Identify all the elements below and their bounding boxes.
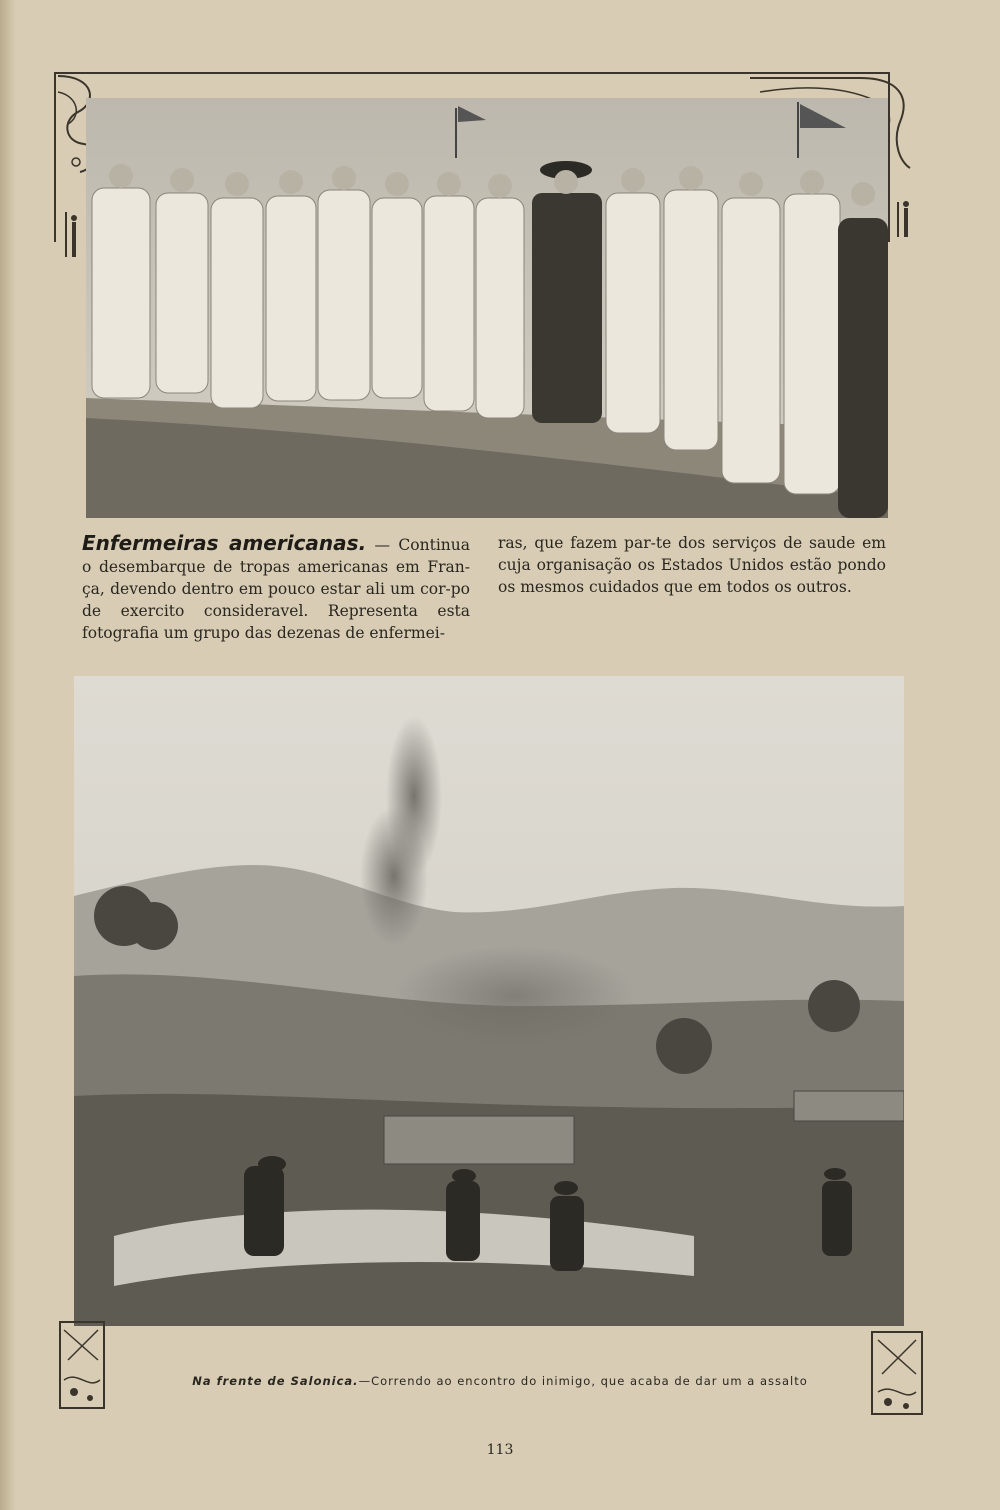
article-column-left bbox=[82, 532, 470, 644]
bottom-caption-text: —Correndo ao encontro do inimigo, que acaba de dar um a assalto bbox=[358, 1374, 808, 1388]
photo-american-nurses bbox=[86, 98, 888, 518]
article-text-left: Continua o desembarque de tropas americanas em Fran-ça, devendo dentro em pouco estar ali um cor-po de exercito consideravel. Representa esta fotografia um grupo das dezenas de enfermei- bbox=[82, 536, 470, 642]
bottom-caption-title: Na frente de Salonica. bbox=[192, 1374, 359, 1388]
bottom-photo-caption bbox=[120, 1374, 880, 1388]
article-text-right: ras, que fazem par-te dos serviços de saude em cuja organisação os Estados Unidos estão pondo os mesmos cuidados que em todos os outros. bbox=[498, 534, 886, 596]
page-edge bbox=[0, 0, 16, 1510]
art-nouveau-ornament-bottom-right-icon bbox=[870, 1330, 924, 1416]
art-nouveau-ornament-bottom-left-icon bbox=[58, 1320, 106, 1410]
article-dash: — bbox=[366, 536, 399, 554]
page-number: 113 bbox=[486, 1442, 514, 1458]
photo-salonica-front bbox=[74, 676, 904, 1326]
article-column-right bbox=[498, 532, 886, 598]
article-title: Enfermeiras americanas. bbox=[82, 531, 367, 555]
